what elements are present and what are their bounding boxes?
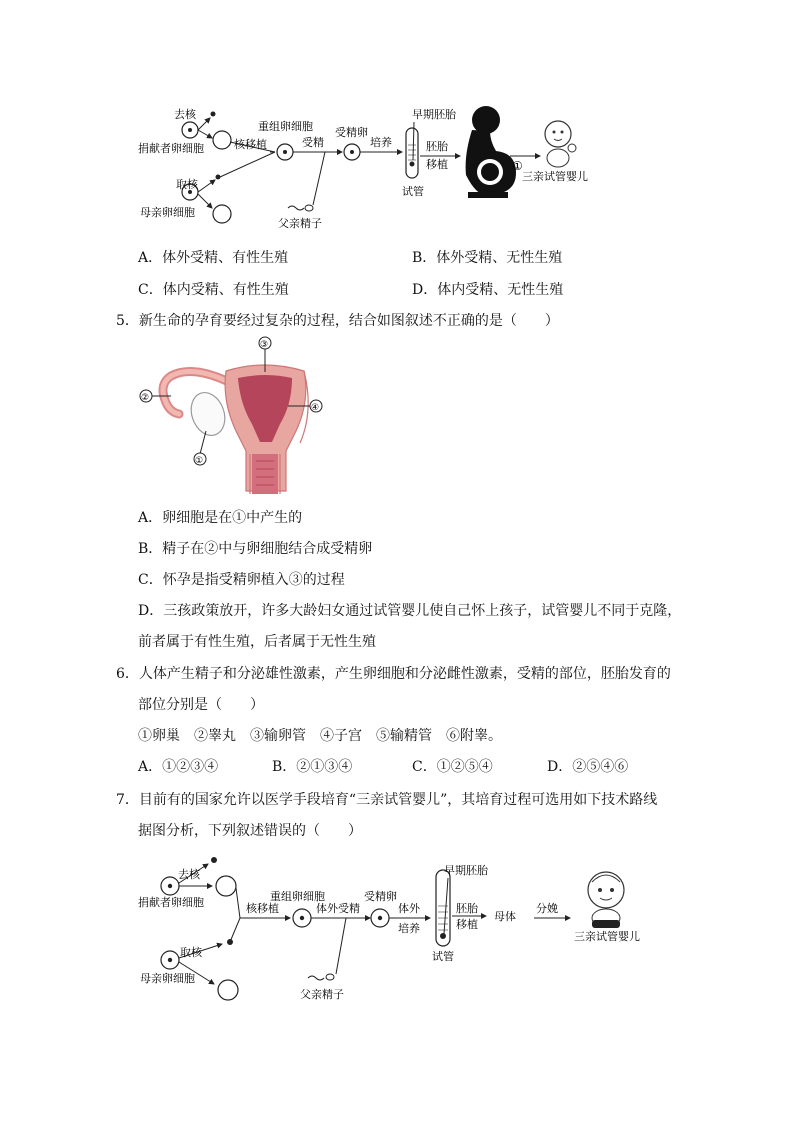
fig2-recomb-label: 重组卵细胞 bbox=[270, 890, 325, 903]
fig2-ivc1-label: 体外 bbox=[398, 902, 420, 915]
fig1-nt-label: 核移植 bbox=[234, 138, 267, 151]
fig2-take-label: 取核 bbox=[180, 946, 202, 959]
fig2-remove-label: 去核 bbox=[178, 868, 200, 881]
fig1-circle-one: ① bbox=[512, 159, 523, 173]
ivf-diagram-1 bbox=[130, 100, 630, 235]
q5-option-d-line1[interactable]: D．三孩政策放开，许多大龄妇女通过试管婴儿使自己怀上孩子，试管婴儿不同于克隆， bbox=[138, 603, 682, 619]
uterus-label-1: ① bbox=[195, 456, 204, 466]
fig2-zygote-label: 受精卵 bbox=[364, 890, 397, 903]
fig2-sperm-label: 父亲精子 bbox=[300, 988, 344, 1001]
fig2-baby-icon bbox=[588, 872, 624, 928]
q5-option-d-line2: 前者属于有性生殖，后者属于无性生殖 bbox=[138, 634, 376, 650]
fig2-mother-label: 母亲卵细胞 bbox=[140, 972, 195, 985]
q6-stem-line1: 6．人体产生精子和分泌雄性激素，产生卵细胞和分泌雌性激素，受精的部位，胚胎发育的 bbox=[116, 666, 671, 682]
q6-option-a[interactable]: A．①②③④ bbox=[138, 759, 219, 775]
q4-option-d[interactable]: D．体内受精、无性生殖 bbox=[412, 282, 564, 298]
fig1-fert-label: 受精 bbox=[302, 136, 324, 149]
pregnant-woman-icon bbox=[466, 106, 516, 198]
q5-stem: 5．新生命的孕育要经过复杂的过程，结合如图叙述不正确的是（ ） bbox=[116, 313, 559, 329]
q6-stem-line2: 部位分别是（ ） bbox=[138, 697, 264, 713]
q6-option-c[interactable]: C．①②⑤④ bbox=[412, 759, 493, 775]
q6-option-d[interactable]: D．②⑤④⑥ bbox=[547, 759, 629, 775]
fig1-early-embryo-label: 早期胚胎 bbox=[412, 108, 456, 121]
fig2-baby-label: 三亲试管婴儿 bbox=[574, 930, 640, 943]
fig2-early-embryo-label: 早期胚胎 bbox=[444, 864, 488, 877]
fig2-mother-body-label: 母体 bbox=[494, 910, 516, 923]
q4-option-b[interactable]: B．体外受精、无性生殖 bbox=[412, 250, 563, 266]
ovary-shape bbox=[185, 388, 230, 440]
fig2-embryo-label: 胚胎 bbox=[456, 902, 478, 915]
fig2-nt-label: 核移植 bbox=[246, 902, 279, 915]
fig1-take-label: 取核 bbox=[176, 178, 198, 191]
q5-option-a[interactable]: A．卵细胞是在①中产生的 bbox=[138, 510, 303, 526]
fig1-baby-label: 三亲试管婴儿 bbox=[522, 170, 588, 183]
fig1-mother-label: 母亲卵细胞 bbox=[140, 206, 195, 219]
fig1-culture-label: 培养 bbox=[370, 136, 392, 149]
q6-items: ①卵巢 ②睾丸 ③输卵管 ④子宫 ⑤输精管 ⑥附睾。 bbox=[138, 728, 502, 744]
baby-icon bbox=[545, 121, 576, 167]
fig1-test-tube bbox=[406, 128, 418, 178]
q7-stem-line2: 据图分析，下列叙述错误的（ ） bbox=[138, 823, 362, 839]
fig1-recomb-label: 重组卵细胞 bbox=[258, 120, 313, 133]
fig2-ivc2-label: 培养 bbox=[398, 922, 420, 935]
fig2-delivery-label: 分娩 bbox=[536, 902, 558, 915]
uterus-label-3: ③ bbox=[260, 340, 269, 350]
q5-option-b[interactable]: B．精子在②中与卵细胞结合成受精卵 bbox=[138, 541, 373, 557]
q4-option-a[interactable]: A．体外受精、有性生殖 bbox=[138, 250, 289, 266]
fig1-tube-label: 试管 bbox=[402, 185, 424, 198]
uterus-label-4: ④ bbox=[311, 403, 320, 413]
uterus-diagram bbox=[138, 336, 338, 501]
ivf-diagram-2 bbox=[130, 848, 670, 1006]
fig1-embryo-label: 胚胎 bbox=[426, 140, 448, 153]
fig1-remove-label: 去核 bbox=[174, 108, 196, 121]
q4-option-c[interactable]: C．体内受精、有性生殖 bbox=[138, 282, 289, 298]
fig1-sperm-label: 父亲精子 bbox=[278, 217, 322, 230]
q5-option-c[interactable]: C．怀孕是指受精卵植入③的过程 bbox=[138, 572, 345, 588]
uterus-label-2: ② bbox=[141, 393, 150, 403]
fig1-transfer-label: 移植 bbox=[426, 158, 448, 171]
q7-stem-line1: 7．目前有的国家允许以医学手段培育“三亲试管婴儿”，其培育过程可选用如下技术路线 bbox=[116, 792, 658, 808]
fig2-transfer-label: 移植 bbox=[456, 918, 478, 931]
fig1-zygote-label: 受精卵 bbox=[335, 126, 368, 139]
fig2-ivf-label: 体外受精 bbox=[316, 902, 360, 915]
fig2-tube-label: 试管 bbox=[432, 950, 454, 963]
fig2-donor-label: 捐献者卵细胞 bbox=[138, 896, 204, 909]
fig1-donor-label: 捐献者卵细胞 bbox=[138, 142, 204, 155]
q6-option-b[interactable]: B．②①③④ bbox=[272, 759, 353, 775]
